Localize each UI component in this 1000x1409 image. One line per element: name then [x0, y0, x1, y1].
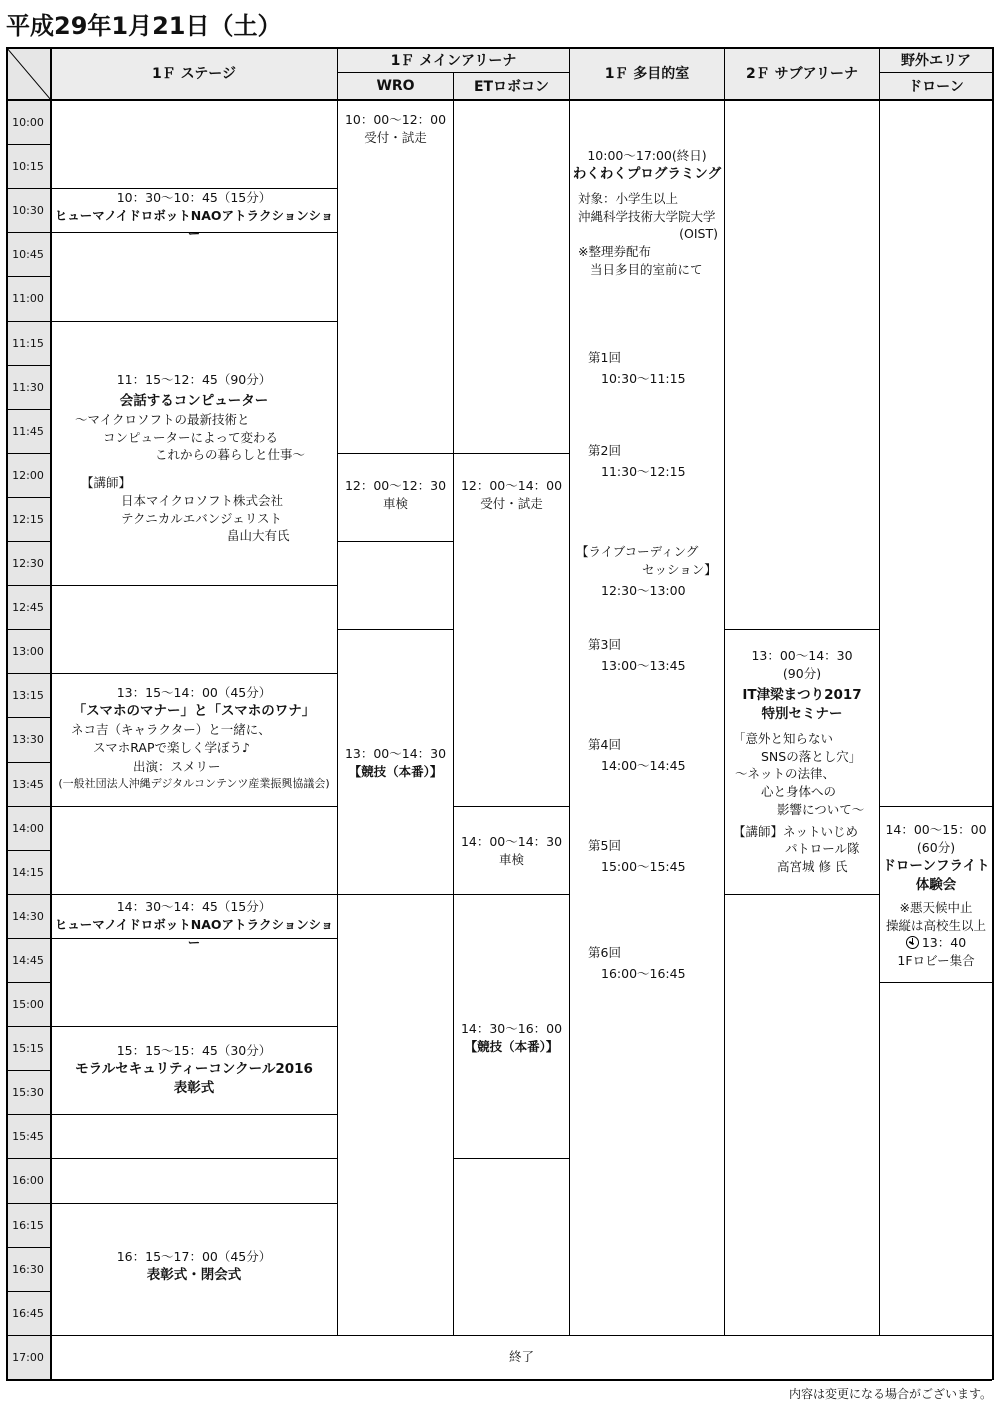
- header-main-arena: 1Ｆ メインアリーナ: [338, 47, 569, 72]
- header-wro: WRO: [338, 73, 453, 99]
- time-label: 10:00: [6, 100, 50, 144]
- time-label: 13:00: [6, 629, 50, 673]
- event-subtitle: 心と身体への: [761, 784, 837, 800]
- multi-session-6: [588, 944, 724, 983]
- header-etrobo: ETロボコン: [454, 73, 569, 99]
- session-label: 第5回: [588, 838, 621, 853]
- event-subtitle: ネコ吉（キャラクター）と一緒に、: [71, 721, 271, 737]
- wro-reception: [338, 111, 453, 147]
- event-subtitle: これからの暮らしと仕事～: [155, 447, 306, 463]
- time-label: 15:45: [6, 1114, 50, 1158]
- event-title: ヒューマノイドロボットNAOアトラクションショー: [54, 916, 334, 950]
- grid-line: [50, 585, 337, 586]
- time-label: 12:45: [6, 585, 50, 629]
- grid-line: [6, 99, 992, 101]
- event-duration: (60分): [916, 839, 956, 855]
- grid-line: [879, 806, 992, 807]
- event-title: ヒューマノイドロボットNAOアトラクションショー: [54, 207, 334, 241]
- event-time: 11：15～12：45（90分）: [116, 372, 272, 387]
- grid-line: [6, 850, 50, 851]
- event-subtitle: SNSの落とし穴」: [761, 748, 862, 764]
- grid-line: [337, 894, 453, 895]
- event-title: ドローンフライト: [882, 857, 990, 874]
- time-label: 15:00: [6, 982, 50, 1026]
- event-time: 14：30～14：45（15分）: [116, 899, 272, 914]
- grid-line: [337, 47, 338, 1335]
- grid-line: [453, 806, 569, 807]
- event-note: ※悪天候中止: [899, 899, 973, 915]
- grid-line: [453, 894, 569, 895]
- clock-icon: [906, 936, 919, 949]
- event-subtitle: 「意外と知らない: [733, 730, 834, 746]
- grid-line: [879, 47, 880, 1335]
- event-org: (一般社団法人沖縄デジタルコンテンツ産業振興協議会): [58, 777, 330, 791]
- event-title: 表彰式: [173, 1079, 215, 1096]
- header-sub-arena: 2Ｆ サブアリーナ: [725, 47, 879, 99]
- multi-session-5: [588, 837, 724, 876]
- multi-session-1: [588, 349, 724, 388]
- event-time: 12：00～12：30: [344, 478, 447, 493]
- event-label: 【競技（本番）】: [348, 763, 443, 779]
- grid-line: [337, 453, 453, 454]
- grid-line: [6, 276, 50, 277]
- event-note: 操縦は高校生以上: [885, 917, 986, 933]
- footer-note: 内容は変更になる場合がございます。: [788, 1387, 992, 1401]
- session-label: 第2回: [588, 443, 621, 458]
- grid-line: [50, 1335, 992, 1336]
- meet-time: 13：40: [921, 935, 967, 951]
- grid-line: [6, 629, 50, 630]
- event-duration: (90分): [782, 665, 822, 681]
- grid-line: [724, 629, 879, 630]
- grid-line: [6, 1114, 50, 1115]
- event-target: (OIST): [679, 226, 718, 242]
- grid-line: [6, 365, 50, 366]
- meet-line: [880, 934, 992, 952]
- session-time: 10:30～11:15: [601, 370, 686, 386]
- header-drone: ドローン: [880, 73, 992, 99]
- grid-line: [6, 806, 50, 807]
- grid-line: [6, 585, 50, 586]
- time-label: 12:00: [6, 453, 50, 497]
- session-label: 第4回: [588, 737, 621, 752]
- grid-line: [6, 1291, 50, 1292]
- wro-competition: [338, 745, 453, 781]
- event-title: 「スマホのマナー」と「スマホのワナ」: [72, 702, 316, 719]
- grid-line: [6, 453, 50, 454]
- event-time: 14：30～16：00: [460, 1021, 563, 1036]
- session-time: 15:00～15:45: [601, 858, 686, 874]
- event-time: 10:00～17:00(終日): [587, 148, 707, 163]
- time-label: 11:45: [6, 409, 50, 453]
- time-label: 16:00: [6, 1158, 50, 1203]
- schedule-grid: [6, 47, 992, 1381]
- grid-line: [50, 321, 337, 322]
- grid-line: [6, 1335, 50, 1336]
- page-title: 平成29年1月21日（土）: [6, 12, 282, 40]
- lecturer-role: テクニカルエバンジェリスト: [121, 510, 282, 526]
- event-label: 受付・試走: [364, 129, 427, 145]
- event-cast: 出演：スメリー: [133, 759, 221, 775]
- event-target: 対象：小学生以上: [578, 190, 679, 206]
- grid-line: [50, 673, 337, 674]
- event-subtitle: コンピューターによって変わる: [103, 429, 279, 445]
- grid-line: [50, 894, 337, 895]
- event-time: 16：15～17：00（45分）: [116, 1249, 272, 1264]
- lecturer: 高宮城 修 氏: [777, 859, 848, 875]
- grid-line: [6, 47, 992, 49]
- event-title: わくわくプログラミング: [572, 165, 722, 182]
- session-time: 13:00～13:45: [601, 657, 686, 673]
- stage-nao-show-2: [51, 898, 337, 951]
- grid-line: [453, 72, 454, 1335]
- event-title: 表彰式・閉会式: [146, 1266, 242, 1283]
- lecturer-label: 【講師】: [81, 475, 132, 491]
- grid-line: [6, 1026, 50, 1027]
- grid-line: [6, 409, 50, 410]
- event-title: 会話するコンピューター: [119, 392, 269, 409]
- lecturer: パトロール隊: [785, 841, 860, 857]
- grid-line: [6, 673, 50, 674]
- time-label: 15:15: [6, 1026, 50, 1070]
- session-label: 第6回: [588, 945, 621, 960]
- time-label: 14:30: [6, 894, 50, 938]
- grid-line: [6, 188, 50, 189]
- event-time: 15：15～15：45（30分）: [116, 1043, 272, 1058]
- grid-line: [6, 47, 8, 1379]
- time-label: 11:30: [6, 365, 50, 409]
- stage-smartphone: [51, 684, 337, 792]
- multi-session-4: [588, 736, 724, 775]
- grid-line: [880, 72, 992, 73]
- event-label: 受付・試走: [480, 495, 543, 511]
- event-time: 13：00～14：30: [344, 746, 447, 761]
- stage-moral-security: [51, 1042, 337, 1098]
- grid-line: [6, 541, 50, 542]
- stage-talk: [51, 371, 337, 545]
- time-label: 15:30: [6, 1070, 50, 1114]
- event-label: 車検: [498, 851, 524, 867]
- time-label: 13:30: [6, 717, 50, 762]
- event-time: 10：30～10：45（15分）: [116, 190, 272, 205]
- time-label: 17:00: [6, 1335, 50, 1379]
- event-time: 14：00～14：30: [460, 834, 563, 849]
- grid-line: [453, 1158, 569, 1159]
- grid-line: [6, 321, 50, 322]
- time-label: 16:30: [6, 1247, 50, 1291]
- event-subtitle: ～マイクロソフトの最新技術と: [75, 411, 250, 427]
- multi-session-3: [588, 636, 724, 675]
- time-label: 12:30: [6, 541, 50, 585]
- session-time: 11:30～12:15: [601, 463, 686, 479]
- event-note: 当日多目的室前にて: [590, 261, 703, 277]
- grid-line: [879, 982, 992, 983]
- end-cell: [51, 1348, 992, 1366]
- grid-line: [337, 541, 453, 542]
- lecturer-name: 畠山大有氏: [227, 528, 290, 544]
- grid-line: [50, 1203, 337, 1204]
- grid-line: [50, 1114, 337, 1115]
- time-label: 14:45: [6, 938, 50, 982]
- header-multi-room: 1Ｆ 多目的室: [570, 47, 724, 99]
- grid-line: [6, 497, 50, 498]
- multi-session-2: [588, 442, 724, 481]
- time-label: 16:15: [6, 1203, 50, 1247]
- grid-line: [50, 806, 337, 807]
- event-title: 特別セミナー: [761, 705, 843, 722]
- grid-line: [724, 894, 879, 895]
- time-label: 12:15: [6, 497, 50, 541]
- event-time: 10：00～12：00: [344, 112, 447, 127]
- event-target: 沖縄科学技術大学院大学: [578, 208, 716, 224]
- multi-programming: [570, 147, 724, 279]
- grid-line: [6, 938, 50, 939]
- event-subtitle: 影響について～: [777, 801, 865, 817]
- session-label: セッション】: [642, 561, 717, 577]
- event-label: 【競技（本番）】: [464, 1038, 559, 1054]
- grid-line: [6, 894, 50, 895]
- time-label: 11:15: [6, 321, 50, 365]
- drone-experience: [880, 821, 992, 970]
- event-title: IT津梁まつり2017: [742, 686, 862, 703]
- corner-diagonal: [6, 47, 51, 100]
- grid-line: [50, 1158, 337, 1159]
- event-time: 13：00～14：30: [751, 648, 853, 663]
- grid-line: [6, 1203, 50, 1204]
- event-time: 13：15～14：00（45分）: [116, 685, 272, 700]
- event-subtitle: スマホRAPで楽しく学ぼう♪: [93, 739, 250, 755]
- event-title: 体験会: [915, 876, 957, 893]
- event-title: モラルセキュリティーコンクール2016: [75, 1060, 313, 1077]
- stage-nao-show-1: [51, 189, 337, 242]
- session-time: 12:30～13:00: [601, 582, 686, 598]
- time-label: 13:15: [6, 673, 50, 717]
- etrobo-reception: [454, 477, 569, 513]
- meet-place: 1Fロビー集合: [897, 953, 975, 969]
- end-label: 終了: [508, 1349, 534, 1364]
- session-time: 14:00～14:45: [601, 757, 686, 773]
- event-time: 14：00～15：00: [885, 822, 987, 837]
- grid-line: [6, 717, 50, 718]
- header-outdoor: 野外エリア: [880, 47, 992, 72]
- grid-line: [6, 1158, 50, 1159]
- session-label: 第3回: [588, 637, 621, 652]
- time-label: 10:30: [6, 188, 50, 232]
- time-label: 14:00: [6, 806, 50, 850]
- lecturer-org: 日本マイクロソフト株式会社: [121, 492, 284, 508]
- sub-arena-seminar: [725, 647, 879, 876]
- event-note: ※整理券配布: [578, 244, 651, 260]
- multi-live-coding: [576, 543, 724, 599]
- grid-line: [6, 1247, 50, 1248]
- event-label: 車検: [382, 495, 408, 511]
- time-label: 13:45: [6, 762, 50, 806]
- grid-line: [6, 982, 50, 983]
- session-time: 16:00～16:45: [601, 965, 686, 981]
- time-label: 16:45: [6, 1291, 50, 1335]
- grid-line: [50, 1026, 337, 1027]
- etrobo-competition: [454, 1020, 569, 1056]
- grid-line: [6, 1070, 50, 1071]
- etrobo-inspection: [454, 833, 569, 869]
- grid-line: [453, 453, 569, 454]
- session-label: 第1回: [588, 350, 621, 365]
- time-label: 10:45: [6, 232, 50, 276]
- grid-line: [6, 1379, 992, 1381]
- grid-line: [337, 629, 453, 630]
- lecturer: 【講師】ネットいじめ: [733, 823, 859, 839]
- time-label: 10:15: [6, 144, 50, 188]
- event-subtitle: ～ネットの法律、: [735, 766, 836, 782]
- grid-line: [6, 762, 50, 763]
- event-time: 12：00～14：00: [460, 478, 563, 493]
- header-stage: 1Ｆ ステージ: [51, 47, 337, 99]
- grid-line: [992, 47, 994, 1380]
- session-label: 【ライブコーディング: [576, 544, 699, 559]
- stage-closing: [51, 1248, 337, 1285]
- grid-line: [6, 232, 50, 233]
- grid-line: [6, 144, 50, 145]
- wro-inspection: [338, 477, 453, 513]
- time-label: 14:15: [6, 850, 50, 894]
- time-label: 11:00: [6, 276, 50, 321]
